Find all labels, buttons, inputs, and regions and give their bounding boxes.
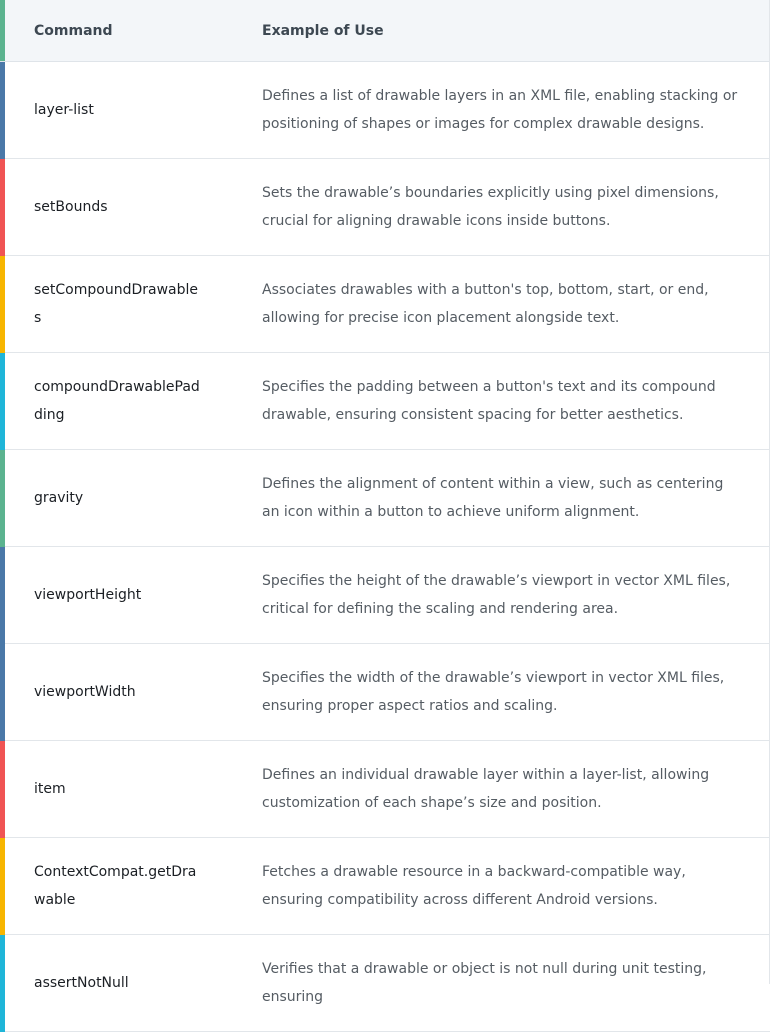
row-accent-bar xyxy=(0,741,5,838)
command-cell: gravity xyxy=(34,490,84,506)
table-row xyxy=(0,159,770,256)
table-row xyxy=(0,547,770,644)
row-accent-bar xyxy=(0,0,5,61)
table-row xyxy=(0,450,770,547)
example-cell: Specifies the height of the drawable’s viewport in vector XML files, critical for defining the scaling and rendering area. xyxy=(262,573,731,617)
table-row xyxy=(0,353,770,450)
command-cell: item xyxy=(34,781,66,797)
example-cell: Verifies that a drawable or object is not null during unit testing, ensuring xyxy=(262,961,707,1005)
table-row xyxy=(0,644,770,741)
column-header-example: Example of Use xyxy=(262,22,384,39)
row-accent-bar xyxy=(0,256,5,353)
table-row xyxy=(0,935,770,1032)
command-cell: setCompoundDrawables xyxy=(34,282,198,326)
example-cell: Associates drawables with a button's top, bottom, start, or end, allowing for precise icon placement alongside text. xyxy=(262,282,709,326)
example-cell: Sets the drawable’s boundaries explicitly using pixel dimensions, crucial for aligning drawable icons inside buttons. xyxy=(262,185,719,229)
command-cell: setBounds xyxy=(34,199,108,215)
row-accent-bar xyxy=(0,935,5,1032)
example-cell: Defines an individual drawable layer within a layer-list, allowing customization of each shape’s size and position. xyxy=(262,767,710,811)
column-header-command: Command xyxy=(34,22,113,39)
row-accent-bar xyxy=(0,838,5,935)
row-accent-bar xyxy=(0,62,5,159)
command-cell: layer-list xyxy=(34,102,94,118)
command-cell: ContextCompat.getDrawable xyxy=(34,864,197,908)
example-cell: Specifies the padding between a button's text and its compound drawable, ensuring consistent spacing for better aesthetics. xyxy=(262,379,716,423)
row-accent-bar xyxy=(0,450,5,547)
table-header xyxy=(0,0,770,62)
row-accent-bar xyxy=(0,644,5,741)
command-cell: assertNotNull xyxy=(34,975,129,991)
table-row xyxy=(0,741,770,838)
table-row xyxy=(0,838,770,935)
table-row xyxy=(0,62,770,159)
row-accent-bar xyxy=(0,159,5,256)
row-accent-bar xyxy=(0,547,5,644)
command-cell: viewportHeight xyxy=(34,587,142,603)
table-row xyxy=(0,256,770,353)
command-cell: compoundDrawablePadding xyxy=(34,379,200,423)
command-cell: viewportWidth xyxy=(34,684,136,700)
example-cell: Fetches a drawable resource in a backward-compatible way, ensuring compatibility across different Android versions. xyxy=(262,864,686,908)
example-cell: Defines the alignment of content within a view, such as centering an icon within a button to achieve uniform alignment. xyxy=(262,476,724,520)
row-accent-bar xyxy=(0,353,5,450)
example-cell: Defines a list of drawable layers in an XML file, enabling stacking or positioning of shapes or images for complex drawable designs. xyxy=(262,88,738,132)
example-cell: Specifies the width of the drawable’s viewport in vector XML files, ensuring proper aspect ratios and scaling. xyxy=(262,670,725,714)
